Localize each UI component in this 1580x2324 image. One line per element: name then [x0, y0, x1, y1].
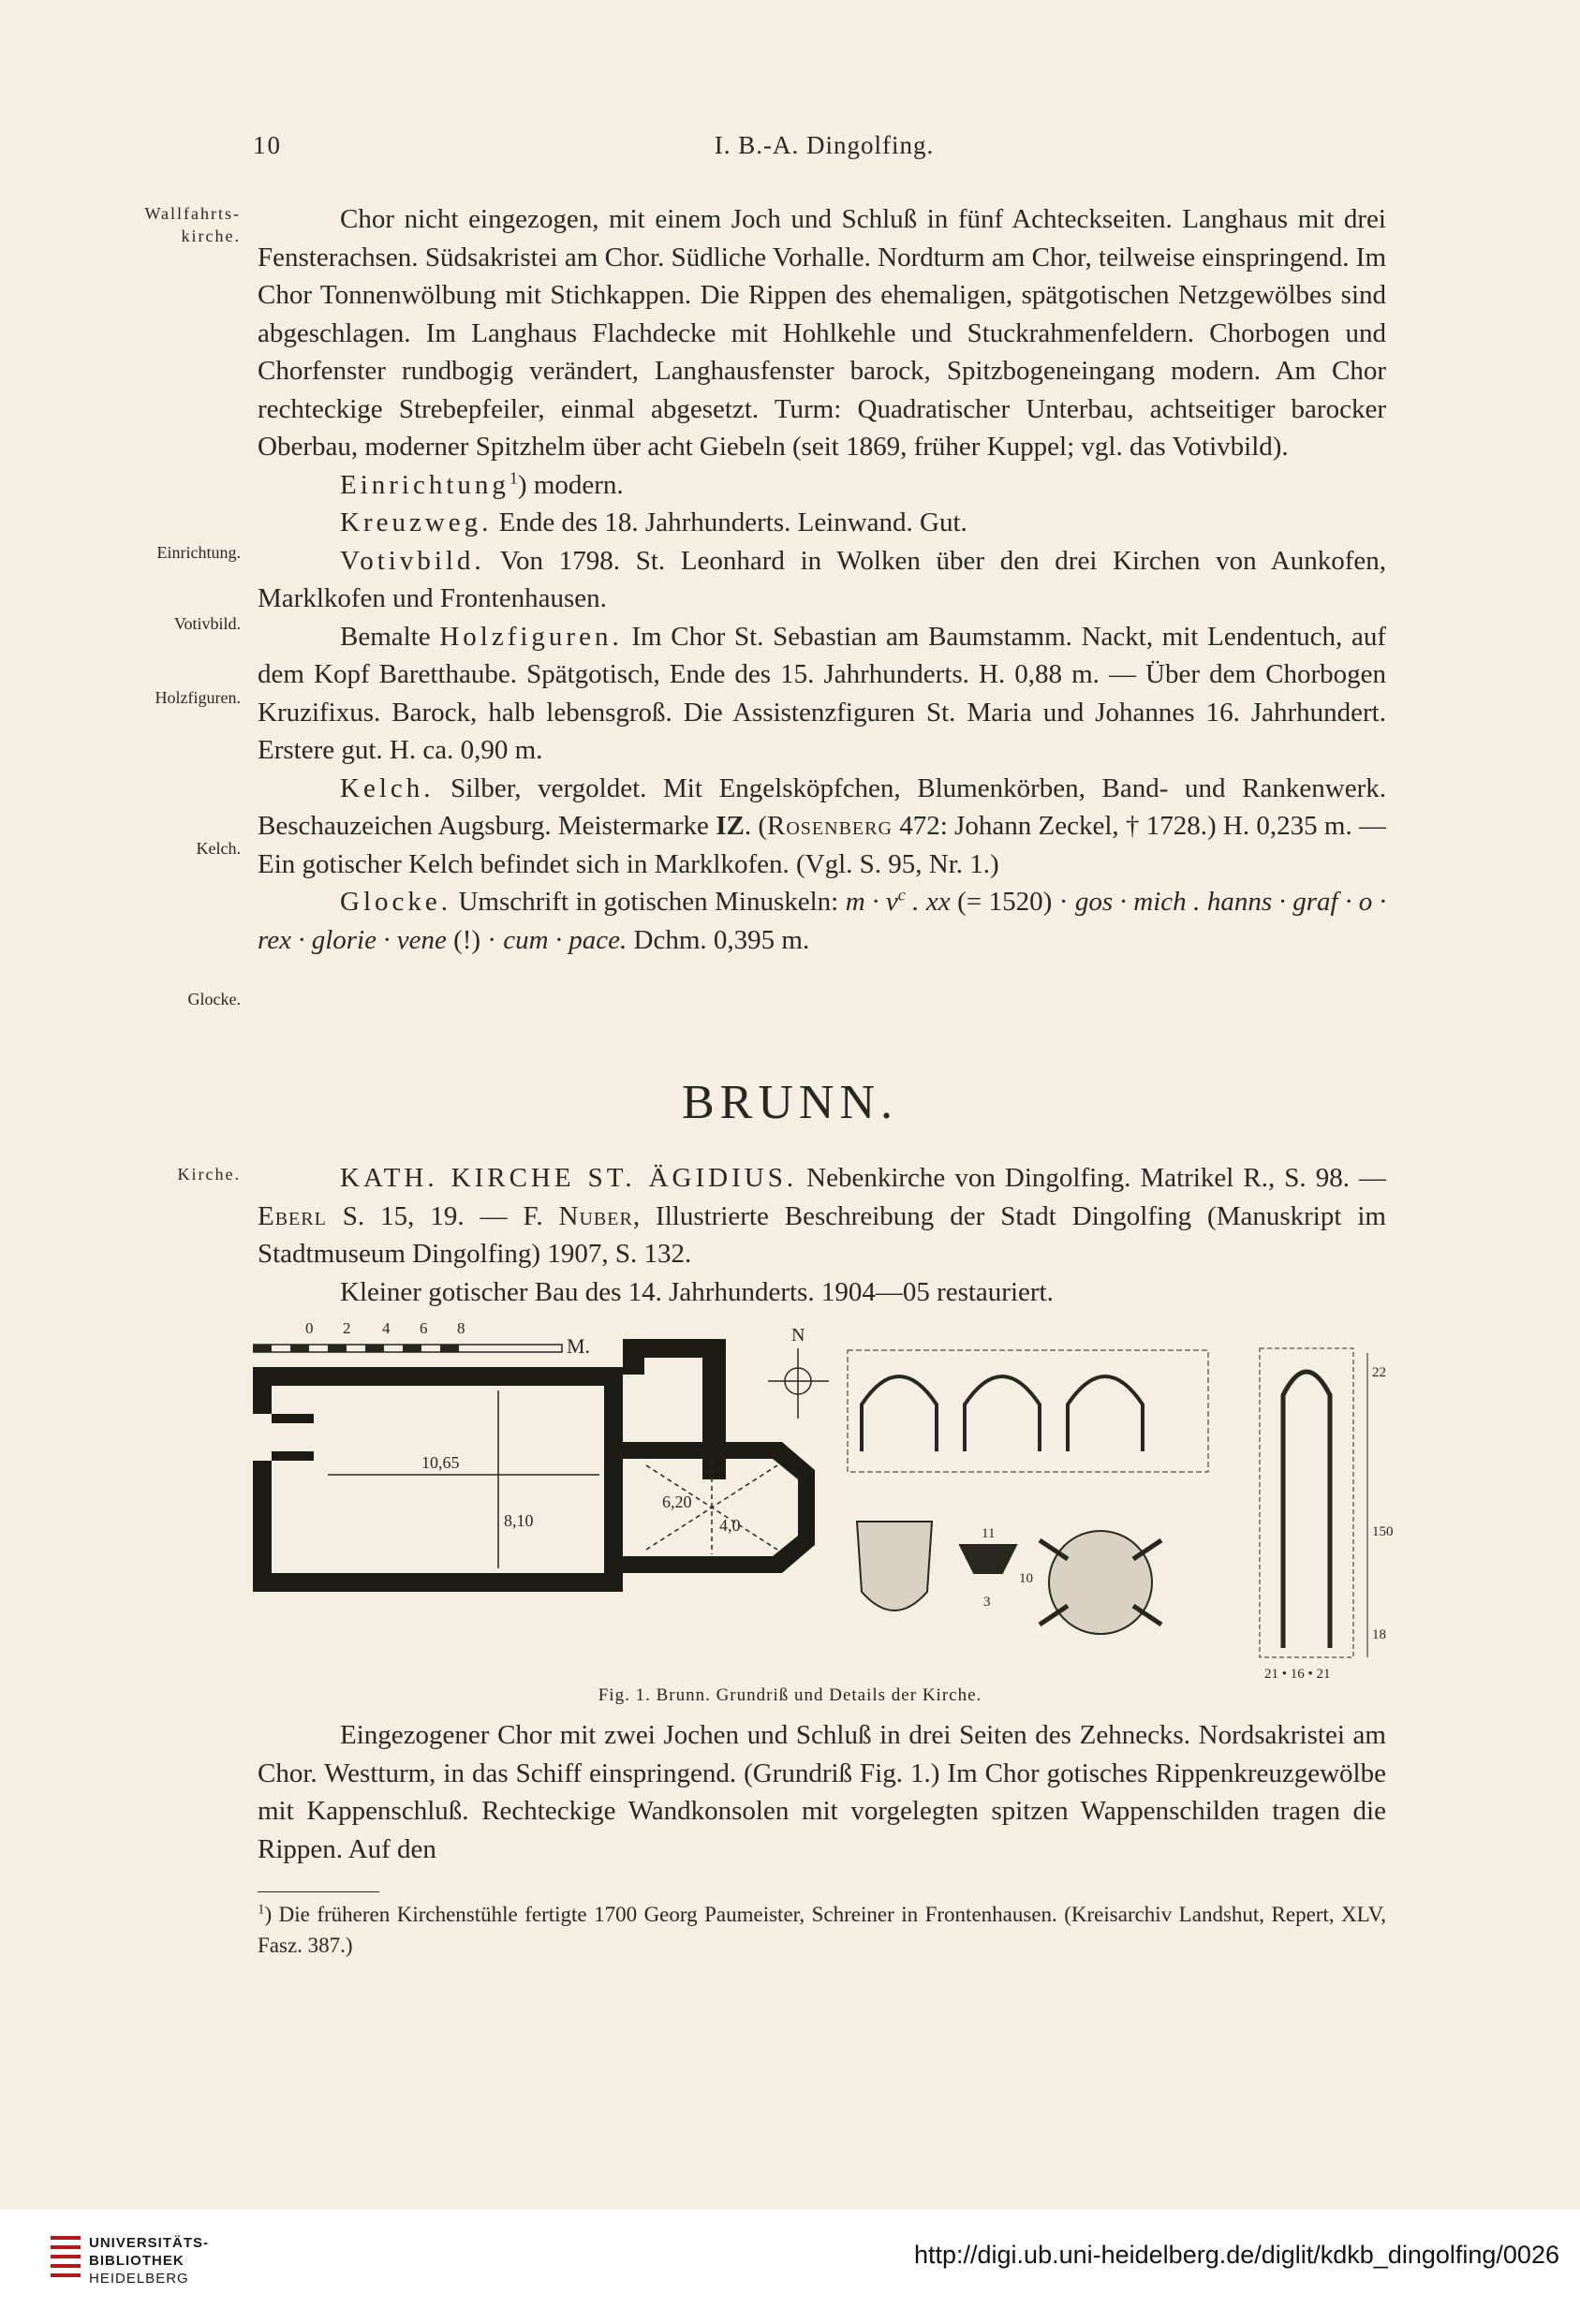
margin-note-einrichtung: Einrichtung.	[156, 543, 241, 562]
paragraph-einrichtung	[258, 466, 1386, 505]
margin-note-line: kirche.	[181, 227, 241, 245]
author-nuber: Nuber	[558, 1200, 633, 1231]
dim-consoles-3: 3	[983, 1595, 991, 1610]
inscription: cum · pace.	[503, 924, 628, 955]
text-run: Nebenkirche von Dingolfing. Matrikel R., S. 98. —	[797, 1163, 1386, 1193]
margin-note-glocke: Glocke.	[187, 990, 241, 1008]
master-mark: IZ	[716, 811, 745, 841]
footnote-rule	[258, 1891, 379, 1892]
footnote	[258, 1899, 1386, 1961]
footnote-ref: 1	[509, 467, 518, 487]
logo-line: BIBLIOTHEK	[89, 2253, 185, 2269]
footnote-marker: 1	[258, 1902, 265, 1918]
text-run: Silber, vergoldet. Mit Engelsköpfchen, Blumenkörben, Band- und Rankenwerk. Beschauzeichen Augsburg. Meistermarke	[258, 772, 1386, 841]
north-label: N	[791, 1325, 805, 1346]
floor-plan	[253, 1339, 815, 1592]
text-run: . (	[744, 811, 768, 841]
text-run: 472: Johann Zeckel, † 1728.) H. 0,235 m. — Ein gotischer Kelch befindet sich in Marklkofen. (Vgl. S. 95, Nr. 1.)	[258, 811, 1386, 879]
scale-label: 4	[382, 1319, 391, 1337]
library-logo-icon	[49, 2228, 82, 2287]
text-run: Von 1798. St. Leonhard in Wolken über den drei Kirchen von Aunkofen, Marklkofen und Frontenhausen.	[258, 545, 1386, 613]
term-holzfiguren: Holzfiguren.	[439, 621, 623, 652]
paragraph-kelch	[258, 770, 1386, 884]
source-url-link[interactable]: http://digi.ub.uni-heidelberg.de/diglit/kdkb_dingolfing/0026	[913, 2241, 1559, 2269]
page-header	[253, 131, 1395, 169]
body-text-upper	[258, 200, 1386, 959]
text-run: S. 15, 19. — F.	[326, 1200, 559, 1231]
text-run: Umschrift in gotischen Minuskeln:	[451, 887, 846, 917]
term-glocke: Glocke.	[340, 887, 451, 917]
inscription: . xx	[905, 887, 951, 917]
scale-label: 6	[420, 1319, 428, 1337]
footnote-text: ) Die früheren Kirchenstühle fertigte 1700 Georg Paumeister, Schreiner in Frontenhausen. (Kreisarchiv Landshut, Repert, XLV, Fasz. 387.)	[258, 1903, 1386, 1957]
console-details-sketch	[857, 1522, 1161, 1634]
margin-note-votivbild: Votivbild.	[173, 614, 241, 633]
text-run: , Illustrierte Beschreibung der Stadt Dingolfing (Manuskript im Stadtmuseum Dingolfing) 1907, S. 132.	[258, 1200, 1386, 1269]
paragraph-wallfahrtskirche: Chor nicht eingezogen, mit einem Joch und Schluß in fünf Achteckseiten. Langhaus mit drei Fensterachsen. Südsakristei am Chor. Südliche Vorhalle. Nordturm am Chor, teilweise einspringend. Im Chor Tonnenwölbung mit Stichkappen. Die Rippen des ehemaligen, spätgotischen Netzgewölbes sind abgeschlagen. Im Langhaus Flachdecke mit Hohlkehle und Stuckrahmenfeldern. Chorbogen und Chorfenster rundbogig verändert, Langhausfenster barock, Spitzbogeneingang modern. Am Chor rechteckige Strebepfeiler, einmal abgesetzt. Turm: Quadratischer Unterbau, achtseitiger barocker Oberbau, moderner Spitzhelm über acht Giebeln (seit 1869, früher Kuppel; vgl. das Votivbild).	[258, 204, 1386, 462]
term-votivbild: Votivbild.	[340, 545, 485, 576]
text-run: ) modern.	[517, 469, 624, 500]
text-run: Im Chor St. Sebastian am Baumstamm. Nackt, mit Lendentuch, auf dem Kopf Baretthaube. Spätgotisch, Ende des 15. Jahrhunderts. H. 0,88 m. — Über dem Chorbogen Kruzifixus. Barock, halb lebensgroß. Die Assistenzfiguren St. Maria und Johannes 16. Jahrhundert. Erstere gut. H. ca. 0,90 m.	[258, 621, 1386, 765]
inscription: m · v	[845, 887, 898, 917]
term-einrichtung: Einrichtung	[340, 469, 509, 500]
dim-width: 8,10	[504, 1511, 534, 1530]
inscription: gos · mich . hanns · graf · o · rex · glorie · vene	[258, 887, 1386, 955]
logo-line: HEIDELBERG	[89, 2271, 189, 2287]
dim-window-width: 21 • 16 • 21	[1264, 1667, 1331, 1682]
paragraph-chor: Eingezogener Chor mit zwei Jochen und Schluß in drei Seiten des Zehnecks. Nordsakristei am Chor. Westturm, in das Schiff einspringend. (Grundriß Fig. 1.) Im Chor gotisches Rippenkreuzgewölbe mit Kappenschluß. Rechteckige Wandkonsolen mit vorgelegten spitzen Wappenschilden tragen die Rippen. Auf den	[258, 1720, 1386, 1864]
figure-caption: Fig. 1. Brunn. Grundriß und Details der Kirche.	[598, 1685, 982, 1705]
text-run: Dchm. 0,395 m.	[627, 924, 810, 955]
author-eberl: Eberl	[258, 1200, 327, 1231]
paragraph-kreuzweg	[258, 504, 1386, 542]
scale-unit: M.	[567, 1334, 591, 1358]
paragraph-glocke	[258, 883, 1386, 959]
scale-label: 0	[305, 1319, 314, 1337]
church-heading: KATH. KIRCHE ST. ÄGIDIUS.	[340, 1163, 798, 1193]
plan-dimension-labels	[421, 1453, 741, 1535]
window-detail-sketch	[1260, 1348, 1367, 1657]
margin-note-holzfiguren: Holzfiguren.	[155, 688, 241, 707]
dim-window-top: 22	[1372, 1365, 1386, 1380]
paragraph-holzfiguren	[258, 618, 1386, 770]
text-run: (= 1520) ·	[950, 887, 1075, 917]
scale-label: 2	[343, 1319, 351, 1337]
paragraph-votivbild	[258, 542, 1386, 618]
dim-choir-2: 4,0	[719, 1516, 741, 1535]
inscription-sup: c	[897, 885, 906, 905]
scale-label: 8	[457, 1319, 465, 1337]
north-arrow	[768, 1325, 829, 1419]
margin-note-wallfahrtskirche	[144, 202, 241, 247]
page-number: 10	[253, 131, 282, 159]
logo-line: UNIVERSITÄTS-	[89, 2235, 210, 2251]
body-text-lower	[258, 1716, 1386, 1868]
margin-note-kirche: Kirche.	[177, 1165, 241, 1184]
paragraph-bau: Kleiner gotischer Bau des 14. Jahrhunderts. 1904—05 restauriert.	[340, 1276, 1054, 1307]
wall-arcades-sketch	[848, 1350, 1208, 1472]
figure-floor-plan-and-details	[253, 1311, 1395, 1685]
term-kelch: Kelch.	[340, 772, 435, 803]
margin-note-kelch: Kelch.	[196, 839, 241, 858]
dim-consoles-height: 10	[1019, 1571, 1033, 1586]
text-run: (!) ·	[446, 924, 504, 955]
text-run: Ende des 18. Jahrhunderts. Leinwand. Gut.	[492, 507, 967, 537]
library-logo-text	[89, 2234, 209, 2287]
dim-length: 10,65	[421, 1453, 460, 1472]
dim-choir-1: 6,20	[662, 1493, 692, 1511]
body-text-brunn	[258, 1159, 1386, 1311]
paragraph-kirche	[258, 1159, 1386, 1273]
dim-window-sill: 18	[1372, 1627, 1386, 1642]
section-title-brunn: BRUNN.	[681, 1076, 899, 1129]
text-run: Bemalte	[340, 621, 440, 652]
dim-window-height: 150	[1372, 1524, 1394, 1539]
margin-note-line: Wallfahrts-	[144, 204, 241, 223]
author-rosenberg: Rosenberg	[767, 811, 893, 841]
dim-consoles: 11	[982, 1526, 996, 1541]
running-title: I. B.-A. Dingolfing.	[714, 131, 935, 159]
term-kreuzweg: Kreuzweg.	[340, 507, 493, 537]
scale-bar	[253, 1319, 590, 1358]
